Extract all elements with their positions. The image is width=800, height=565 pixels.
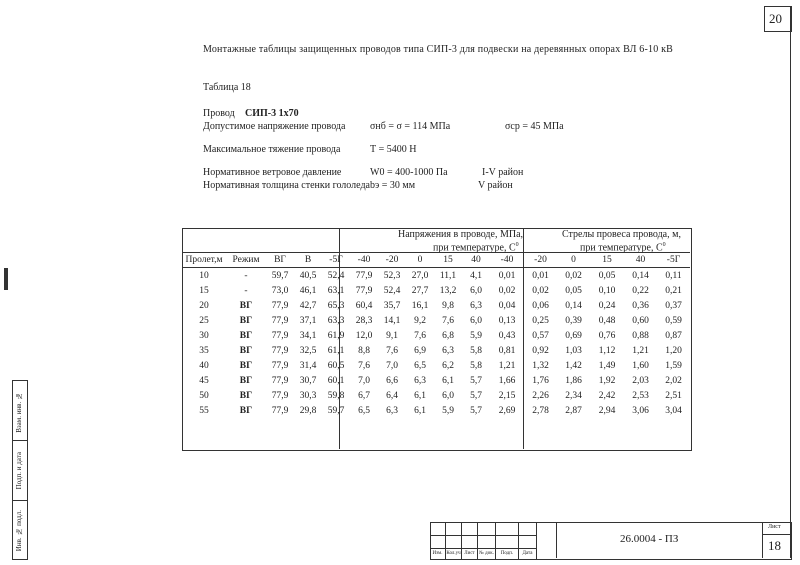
stamp-header-cell: Лист [462, 548, 478, 559]
table-cell: 0,02 [565, 270, 582, 281]
table-cell: 3,06 [632, 405, 649, 416]
table-cell: 52,4 [327, 270, 345, 281]
table-cell: 2,34 [565, 390, 582, 401]
column-header: -5Г [322, 253, 350, 268]
doc-code: 26.0004 - ПЗ [620, 533, 679, 545]
table-cell: 77,9 [271, 300, 289, 311]
table-cell: 0,88 [632, 330, 649, 341]
table-cell: 7,6 [442, 315, 454, 326]
table-cell: 6,9 [414, 345, 426, 356]
table-cell: 7,6 [414, 330, 426, 341]
left-strip-div2 [12, 500, 28, 501]
column-header: 0 [557, 253, 590, 268]
table-cell: 1,32 [532, 360, 549, 371]
table-cell: 1,59 [665, 360, 682, 371]
table-cell: 2,26 [532, 390, 549, 401]
table-row [182, 298, 690, 313]
table-row [182, 358, 690, 373]
column-header: 40 [624, 253, 657, 268]
table-cell: 5,8 [470, 360, 482, 371]
table-row [182, 343, 690, 358]
stamp-empty-cell [478, 535, 496, 549]
column-header: -40 [350, 253, 378, 268]
table-cell: ВГ [239, 345, 253, 356]
table-cell: 59,7 [271, 270, 289, 281]
table-cell: 34,1 [299, 330, 317, 341]
table-cell: 77,9 [271, 330, 289, 341]
header-title: Монтажные таблицы защищенных проводов типа СИП-3 для подвески на деревянных опорах ВЛ 6-10 кВ [203, 44, 674, 55]
table-cell: 0,02 [498, 285, 516, 296]
left-dark-mark [4, 268, 8, 290]
table-cell: 0,87 [665, 330, 682, 341]
table-row [182, 328, 690, 343]
group1-title-line2-text: при температуре, С [433, 242, 516, 254]
side-label-1: Взам. инв. № [15, 392, 23, 433]
table-cell: 1,49 [598, 360, 616, 371]
table-cell: 60,1 [327, 375, 345, 386]
table-cell: 1,42 [565, 360, 582, 371]
table-cell: 0,37 [665, 300, 682, 311]
table-cell: 45 [199, 375, 209, 386]
table-cell: 5,8 [470, 345, 482, 356]
table-cell: 59,7 [327, 405, 345, 416]
table-cell: 0,11 [665, 270, 682, 281]
table-cell: 6,6 [386, 375, 398, 386]
stamp-header-cell: Изм. [430, 548, 446, 559]
table-cell: 60,5 [327, 360, 345, 371]
max-tension-value: Т = 5400 Н [370, 144, 417, 155]
table-cell: 1,66 [498, 375, 516, 386]
table-cell: 77,9 [355, 285, 373, 296]
group2-title-line1: Стрелы провеса провода, м, [562, 229, 681, 240]
table-cell: 2,42 [598, 390, 616, 401]
table-cell: 0,01 [498, 270, 516, 281]
stamp-header-cell: № док. [478, 548, 496, 559]
table-cell: 0,81 [498, 345, 516, 356]
frame-right-line [790, 6, 791, 558]
table-cell: 30 [199, 330, 209, 341]
table-cell: 9,8 [442, 300, 454, 311]
table-cell: 11,1 [439, 270, 457, 281]
table-row [182, 373, 690, 388]
table-cell: 59,8 [327, 390, 345, 401]
stamp-sheet-label: Лист [768, 524, 781, 530]
max-tension-label: Максимальное тяжение провода [203, 144, 341, 155]
stamp-header-cell: Дата [519, 548, 537, 559]
table-cell: 2,87 [565, 405, 582, 416]
table-cell: 6,5 [358, 405, 370, 416]
table-cell: 6,1 [414, 405, 426, 416]
table-cell: 6,7 [358, 390, 370, 401]
table-cell: 77,9 [271, 390, 289, 401]
table-cell: 5,7 [470, 375, 482, 386]
table-cell: 5,7 [470, 390, 482, 401]
table-cell: 77,9 [271, 405, 289, 416]
column-header: -20 [378, 253, 406, 268]
table-cell: 2,15 [498, 390, 516, 401]
table-cell: 27,7 [411, 285, 429, 296]
ice-value: bэ = 30 мм [370, 180, 416, 191]
table-cell: 1,21 [632, 345, 649, 356]
table-cell: 52,4 [383, 285, 401, 296]
table-cell: 35,7 [383, 300, 401, 311]
table-cell: 0,05 [565, 285, 582, 296]
stamp-page-number: 18 [768, 538, 781, 553]
table-cell: 42,7 [299, 300, 317, 311]
table-cell: 60,4 [355, 300, 373, 311]
table-cell: ВГ [239, 390, 253, 401]
stamp-empty-cell [462, 535, 478, 549]
table-cell: 0,22 [632, 285, 649, 296]
table-cell: 5,9 [442, 405, 454, 416]
table-cell: 50 [199, 390, 209, 401]
table-cell: 7,0 [358, 375, 370, 386]
top-page-number: 20 [769, 11, 782, 26]
table-cell: - [244, 285, 248, 296]
column-header: 15 [434, 253, 462, 268]
table-cell: 52,3 [383, 270, 401, 281]
table-cell: 31,4 [299, 360, 317, 371]
table-cell: 1,92 [598, 375, 616, 386]
ice-label: Нормативная толщина стенки гололеда [203, 180, 370, 191]
table-cell: 1,03 [565, 345, 582, 356]
stamp-title-sep [556, 522, 557, 558]
table-cell: 14,1 [383, 315, 401, 326]
column-header-row [182, 253, 690, 268]
table-cell: 0,92 [532, 345, 549, 356]
column-header: Режим [226, 253, 266, 268]
table-cell: 9,2 [414, 315, 426, 326]
table-cell: ВГ [239, 315, 253, 326]
table-cell: 0,10 [598, 285, 616, 296]
side-label-3: Инв. № подл. [15, 510, 23, 552]
table-cell: ВГ [239, 405, 253, 416]
table-cell: 0,02 [532, 285, 549, 296]
table-cell: 6,0 [470, 315, 482, 326]
stamp-empty-cell [496, 535, 519, 549]
table-cell: 6,2 [442, 360, 454, 371]
table-cell: 40,5 [299, 270, 317, 281]
table-cell: 30,3 [299, 390, 317, 401]
table-cell: 0,60 [632, 315, 649, 326]
table-cell: 6,3 [470, 300, 482, 311]
table-cell: 77,9 [271, 360, 289, 371]
table-cell: 6,4 [386, 390, 398, 401]
data-table [182, 228, 690, 470]
table-row [182, 388, 690, 403]
stamp-sheet-sep [762, 534, 790, 535]
stamp-empty-cell [496, 522, 519, 536]
table-cell: - [244, 270, 248, 281]
table-cell: 6,1 [442, 375, 454, 386]
stamp-header-cell: Подп. [496, 548, 519, 559]
table-cell: 77,9 [271, 345, 289, 356]
table-cell: 6,1 [414, 390, 426, 401]
table-cell: 77,9 [271, 375, 289, 386]
table-cell: 35 [199, 345, 209, 356]
table-cell: 13,2 [439, 285, 457, 296]
table-cell: 9,1 [386, 330, 398, 341]
stamp-header-cell: Кол.уч [446, 548, 462, 559]
wind-value: W0 = 400-1000 Па [370, 167, 448, 178]
ice-region: V район [478, 180, 513, 191]
table-cell: 20 [199, 300, 209, 311]
table-cell: 0,24 [598, 300, 616, 311]
table-cell: 1,60 [632, 360, 649, 371]
table-cell: 0,57 [532, 330, 549, 341]
table-cell: 5,9 [470, 330, 482, 341]
stamp-empty-cell [430, 522, 446, 536]
table-cell: 61,1 [327, 345, 345, 356]
table-cell: 65,3 [327, 300, 345, 311]
table-cell: 7,0 [386, 360, 398, 371]
table-cell: 6,3 [414, 375, 426, 386]
table-cell: 6,8 [442, 330, 454, 341]
table-cell: 2,78 [532, 405, 549, 416]
stamp-empty-cell [446, 522, 462, 536]
column-header: 0 [406, 253, 434, 268]
table-cell: 6,0 [442, 390, 454, 401]
stamp-empty-cell [478, 522, 496, 536]
table-cell: 2,69 [498, 405, 516, 416]
table-cell: 77,9 [271, 315, 289, 326]
table-row [182, 313, 690, 328]
table-cell: 6,3 [386, 405, 398, 416]
table-cell: 30,7 [299, 375, 317, 386]
left-strip-div1 [12, 440, 28, 441]
table-cell: 0,39 [565, 315, 582, 326]
stamp-empty-cell [430, 535, 446, 549]
table-cell: 0,04 [498, 300, 516, 311]
table-cell: 0,43 [498, 330, 516, 341]
table-cell: 0,13 [498, 315, 516, 326]
table-cell: 0,76 [598, 330, 616, 341]
wind-region: I-V район [482, 167, 524, 178]
stamp-empty-cell [519, 522, 537, 536]
table-cell: 1,21 [498, 360, 516, 371]
wind-label: Нормативное ветровое давление [203, 167, 342, 178]
table-cell: 12,0 [355, 330, 373, 341]
table-cell: 77,9 [355, 270, 373, 281]
table-cell: 3,04 [665, 405, 682, 416]
group2-title-line2: при температуре, $С^0$ [580, 242, 666, 254]
table-cell: 63,1 [327, 285, 345, 296]
table-row [182, 403, 690, 418]
wire-value: СИП-3 1х70 [245, 108, 299, 119]
table-cell: 0,01 [532, 270, 549, 281]
table-cell: 61,9 [327, 330, 345, 341]
table-cell: 25 [199, 315, 209, 326]
table-cell: 0,06 [532, 300, 549, 311]
table-cell: 46,1 [299, 285, 317, 296]
table-cell: 0,36 [632, 300, 649, 311]
table-cell: 32,5 [299, 345, 317, 356]
column-header: В [294, 253, 322, 268]
table-cell: 0,14 [565, 300, 582, 311]
column-header: -40 [490, 253, 524, 268]
column-header: Пролет,м [182, 253, 226, 268]
table-row [182, 268, 690, 284]
group1-title-line2: при температуре, $С^0$ [433, 242, 519, 254]
stamp-empty-cell [519, 535, 537, 549]
table-cell: 1,76 [532, 375, 549, 386]
group1-title-line1: Напряжения в проводе, МПа, [398, 229, 524, 240]
table-cell: 6,5 [414, 360, 426, 371]
table-cell: 7,6 [358, 360, 370, 371]
allowed-stress-label: Допустимое напряжение провода [203, 121, 346, 132]
table-row [182, 283, 690, 298]
table-cell: 0,69 [565, 330, 582, 341]
table-cell: 0,21 [665, 285, 682, 296]
table-cell: 1,20 [665, 345, 682, 356]
stamp-empty-cell [462, 522, 478, 536]
table-cell: 28,3 [355, 315, 373, 326]
table-cell: 2,02 [665, 375, 682, 386]
table-cell: 16,1 [411, 300, 429, 311]
table-cell: 27,0 [411, 270, 429, 281]
table-cell: 1,12 [598, 345, 616, 356]
table-cell: ВГ [239, 300, 253, 311]
table-cell: 0,05 [598, 270, 616, 281]
table-cell: ВГ [239, 375, 253, 386]
table-cell: 10 [199, 270, 209, 281]
stamp-empty-cell [446, 535, 462, 549]
column-header: -20 [524, 253, 557, 268]
table-cell: 6,0 [470, 285, 482, 296]
table-cell: 37,1 [299, 315, 317, 326]
allowed-stress-value2: σср = 45 МПа [505, 121, 564, 132]
column-header: -5Г [657, 253, 690, 268]
group2-title-line2-text: при температуре, С [580, 242, 663, 254]
table-cell: 73,0 [271, 285, 289, 296]
table-cell: 2,51 [665, 390, 682, 401]
table-cell: 8,8 [358, 345, 370, 356]
table-cell: 0,25 [532, 315, 549, 326]
table-cell: 0,59 [665, 315, 682, 326]
table-cell: 2,94 [598, 405, 616, 416]
side-label-2: Подп. и дата [15, 452, 23, 490]
table-cell: 29,8 [299, 405, 317, 416]
table-cell: 0,48 [598, 315, 616, 326]
table-cell: 7,6 [386, 345, 398, 356]
table-cell: 15 [199, 285, 209, 296]
table-cell: 55 [199, 405, 209, 416]
column-header: 40 [462, 253, 490, 268]
column-header: ВГ [266, 253, 294, 268]
table-cell: 1,86 [565, 375, 582, 386]
table-cell: ВГ [239, 360, 253, 371]
table-cell: 6,3 [442, 345, 454, 356]
wire-label: Провод [203, 108, 235, 119]
table-cell: 0,14 [632, 270, 649, 281]
table-cell: 40 [199, 360, 209, 371]
table-cell: 2,53 [632, 390, 649, 401]
table-cell: 2,03 [632, 375, 649, 386]
column-header: 15 [590, 253, 624, 268]
table-cell: 4,1 [470, 270, 482, 281]
allowed-stress-value1: σнб = σ = 114 МПа [370, 121, 451, 132]
table-cell: 63,3 [327, 315, 345, 326]
table-cell: 5,7 [470, 405, 482, 416]
table-label: Таблица 18 [203, 82, 251, 93]
table-cell: ВГ [239, 330, 253, 341]
